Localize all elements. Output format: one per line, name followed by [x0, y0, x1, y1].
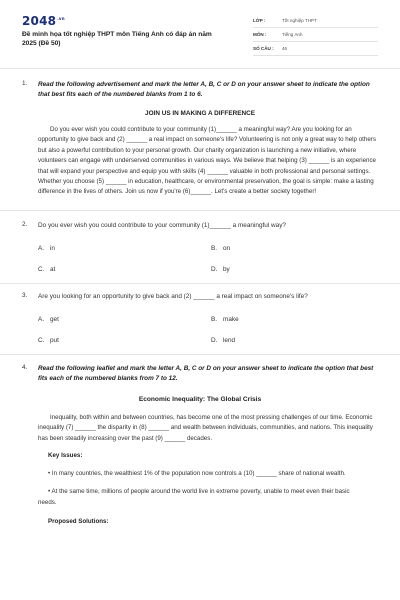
- option-text: at: [50, 265, 56, 273]
- question-1: [0, 76, 400, 198]
- meta-label: MÔN :: [253, 32, 267, 37]
- leaflet-title: Economic Inequality: The Global Crisis: [138, 395, 262, 403]
- question-number: 4.: [22, 363, 28, 371]
- question-number: 1.: [22, 80, 28, 87]
- option-letter: C.: [38, 265, 45, 273]
- option-c[interactable]: [38, 266, 211, 273]
- option-text: lend: [223, 336, 236, 344]
- header-divider: [0, 68, 400, 69]
- exam-meta-table: [253, 14, 378, 56]
- option-a[interactable]: [38, 245, 211, 252]
- meta-row-count: [253, 42, 378, 56]
- exam-content: [0, 76, 400, 525]
- logo-text: 2048: [22, 14, 57, 28]
- question-3: [0, 284, 400, 344]
- meta-row-subject: [253, 28, 378, 42]
- question-text: Are you looking for an opportunity to give back and (2) ______ a real impact on someone's life?: [38, 292, 308, 300]
- question-instruction: Read the following leaflet and mark the letter A, B, C or D on your answer sheet to indicate the option that best fits each of the numbered blanks from 7 to 12.: [38, 364, 374, 382]
- option-letter: C.: [38, 336, 45, 344]
- question-2: [0, 211, 400, 273]
- question-instruction: Read the following advertisement and mark the letter A, B, C or D on your answer sheet to indicate the option that best fits each of the numbered blanks from 1 to 6.: [38, 81, 370, 98]
- option-letter: B.: [211, 315, 218, 323]
- option-text: put: [50, 336, 59, 344]
- option-d[interactable]: [211, 266, 358, 273]
- option-b[interactable]: [211, 245, 358, 252]
- bullet-item: • In many countries, the wealthiest 1% of the population now controls a (10) ______ share of national wealth.: [48, 470, 346, 478]
- key-issues-heading: Key Issues:: [48, 452, 83, 460]
- question-number: 3.: [22, 291, 28, 299]
- answer-options: [38, 316, 358, 344]
- option-letter: D.: [211, 336, 218, 344]
- option-a[interactable]: [38, 316, 211, 323]
- option-letter: A.: [38, 315, 45, 323]
- option-letter: B.: [211, 244, 218, 252]
- site-logo[interactable]: [22, 14, 65, 28]
- option-letter: D.: [211, 265, 218, 273]
- leaflet-passage: Inequality, both within and between countries, has become one of the most pressing challenges of our time. Economic inequality (7) ______ the disparity in (8) ______ and wealth between individuals, communities, and nations. This inequality has been steadily increasing over the past (9) ______ decades.: [38, 413, 373, 442]
- option-text: on: [223, 244, 231, 252]
- question-4: [0, 355, 400, 525]
- meta-row-class: [253, 14, 378, 28]
- option-b[interactable]: [211, 316, 358, 323]
- option-letter: A.: [38, 244, 45, 252]
- meta-label: LỚP :: [253, 18, 266, 23]
- option-text: get: [50, 315, 59, 323]
- proposed-solutions-heading: Proposed Solutions:: [48, 518, 109, 526]
- meta-value: 46: [282, 46, 288, 51]
- option-d[interactable]: [211, 337, 358, 344]
- logo-suffix: .vn: [57, 16, 65, 21]
- question-number: 2.: [22, 220, 28, 228]
- option-text: make: [223, 315, 239, 323]
- option-text: by: [223, 265, 230, 273]
- option-c[interactable]: [38, 337, 211, 344]
- reading-passage: Do you ever wish you could contribute to your community (1)______ a meaningful way? Are you looking for an opportunity to give back and (2) ______ a real impact on someone's life? Volunteering is not only a great way to help others but also a powerful contribution to your personal growth. Our charity organization is launching a new initiative, where volunteers can engage with underserved communities in various ways. We believe that helping (3) ______ is an experience that will expand your perspective and equip you with skills (4) ______ valuable in both professional and personal settings. Whether you choose (5) ______ in education, healthcare, or environmental preservation, the goal is simple: make a lasting difference in the lives of others. Join us now if you're (6)______. Let's create a better society together!: [38, 126, 376, 196]
- answer-options: [38, 245, 358, 273]
- bullet-item: • At the same time, millions of people around the world live in extreme poverty, unable to meet even their basic needs.: [38, 488, 350, 506]
- meta-value: Tốt nghiệp THPT: [282, 18, 317, 23]
- question-text: Do you ever wish you could contribute to your community (1)______ a meaningful way?: [38, 221, 286, 229]
- document-title: Đề minh họa tốt nghiệp THPT môn Tiếng Anh có đáp án năm 2025 (Đề 50): [22, 31, 212, 47]
- advertisement-title: JOIN US IN MAKING A DIFFERENCE: [145, 110, 255, 117]
- meta-label: SỐ CÂU :: [253, 46, 274, 51]
- page-header: [0, 0, 400, 68]
- meta-value: Tiếng Anh: [282, 32, 303, 37]
- option-text: in: [50, 244, 55, 252]
